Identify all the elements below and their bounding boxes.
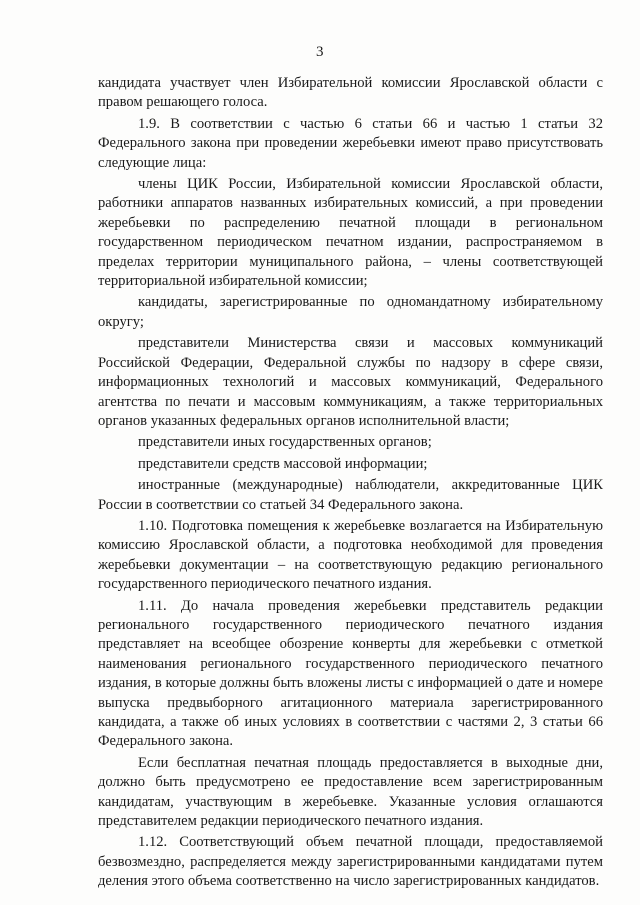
list-item-mass-media: представители средств массовой информации; <box>138 455 428 472</box>
list-item-cik-members: члены ЦИК России, Избирательной комиссии Ярославской области, работники аппаратов названных избирательных комиссий, а при проведении жеребьевки по распределению печатной площади в региональном государственном периодическом печатном издании, распространяемом в пределах территории муниципального района, – члены соответствующей территориальной избирательной комиссии; <box>98 176 603 290</box>
paragraph-1-10: 1.10. Подготовка помещения к жеребьевке возлагается на Избирательную комиссию Ярославской области, а подготовка необходимой для проведения жеребьевки документации – на соответствующую редакцию регионального государственного периодического печатного издания. <box>98 517 603 593</box>
list-item-foreign-observers: иностранные (международные) наблюдатели, аккредитованные ЦИК России в соответствии со статьей 34 Федерального закона. <box>98 477 603 513</box>
paragraph-1-9: 1.9. В соответствии с частью 6 статьи 66 и частью 1 статьи 32 Федерального закона при проведении жеребьевки имеют право присутствовать следующие лица: <box>98 115 603 171</box>
list-item-ministry-representatives: представители Министерства связи и массовых коммуникаций Российской Федерации, Федеральной службы по надзору в сфере связи, информационных технологий и массовых коммуникаций, Федерального агентства по печати и массовым коммуникациям, а также территориальных органов указанных федеральных органов исполнительной власти; <box>98 335 603 429</box>
paragraph-1-12: 1.12. Соответствующий объем печатной площади, предоставляемой безвозмездно, распределяется между зарегистрированными кандидатами путем деления этого объема соответственно на число зарегистрированных кандидатов. <box>98 834 603 890</box>
page-number: 3 <box>316 44 324 60</box>
document-body <box>98 74 603 894</box>
list-item-candidates: кандидаты, зарегистрированные по одномандатному избирательному округу; <box>98 294 603 330</box>
paragraph-1-11: 1.11. До начала проведения жеребьевки представитель редакции регионального государственного периодического печатного издания представляет на всеобщее обозрение конверты для жеребьевки с отметкой наименования регионального государственного периодического печатного издания, в которые должны быть вложены листы с информацией о дате и номере выпуска предвыборного агитационного материала зарегистрированного кандидата, а также об иных условиях в соответствии с частями 2, 3 статьи 66 Федерального закона. <box>98 597 603 750</box>
list-item-state-bodies: представители иных государственных органов; <box>138 434 432 451</box>
paragraph-weekend-conditions: Если бесплатная печатная площадь предоставляется в выходные дни, должно быть предусмотрено ее предоставление всем зарегистрированным кандидатам, участвующим в жеребьевке. Указанные условия оглашаются представителем редакции периодического печатного издания. <box>98 754 603 830</box>
paragraph-continuation: кандидата участвует член Избирательной комиссии Ярославской области с правом решающего голоса. <box>98 75 603 111</box>
